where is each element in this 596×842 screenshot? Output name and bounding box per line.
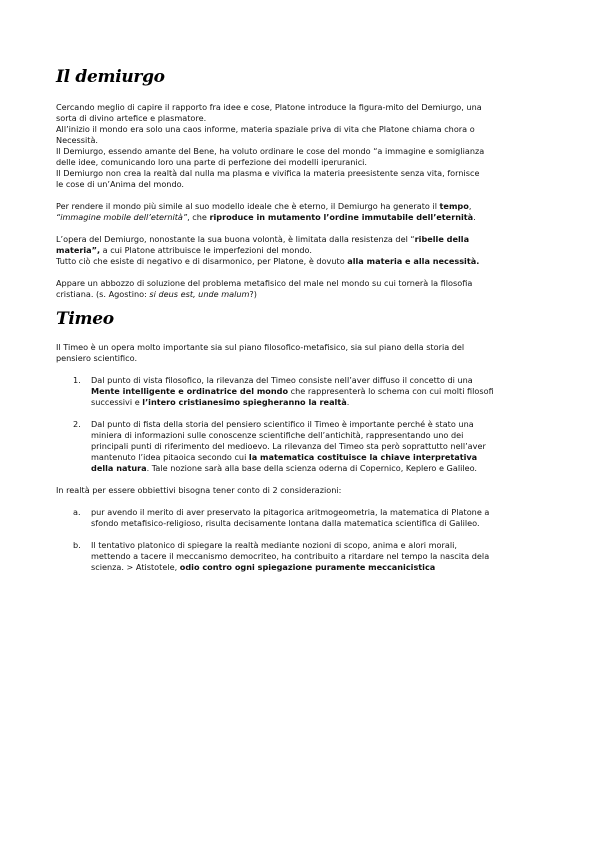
text-run: mantenuto l’idea pitaoica secondo cui — [91, 452, 249, 462]
text-line: Dal punto di vista filosofico, la rilevanza del Timeo consiste nell’aver diffuso il concetto di una — [91, 375, 473, 385]
bold-text: materia”, — [56, 245, 101, 255]
bold-text: odio contro ogni spiegazione puramente meccanicistica — [179, 562, 436, 572]
numbered-list — [56, 375, 542, 474]
text-run: Per rendere il mondo più simile al suo modello ideale che è eterno, il Demiurgo ha generato il — [56, 201, 440, 211]
text-run: scienza. > Atistotele, — [91, 562, 180, 572]
bold-text: alla materia e alla necessità. — [347, 256, 480, 266]
section-title-timeo: Timeo — [56, 309, 114, 329]
document-page — [56, 66, 542, 573]
bold-text: ribelle della — [414, 234, 470, 244]
text-line: pensiero scientifico. — [56, 353, 138, 363]
text-line: principali punti di riferimento del medioevo. La rilevanza del Timeo sta però soprattutto nell’aver — [91, 441, 486, 451]
bold-text: l’intero cristianesimo spiegheranno la realtà — [142, 397, 347, 407]
text-line: delle idee, comunicando loro una parte di perfezione dei modelli iperuranici. — [56, 157, 368, 167]
bold-text: della natura — [91, 463, 147, 473]
italic-quote: si deus est, unde malum — [149, 289, 250, 299]
text-line: Cercando meglio di capire il rapporto fra idee e cose, Platone introduce la figura-mito del Demiurgo, una — [56, 102, 482, 112]
text-run: , che — [187, 212, 210, 222]
text-line: le cose di un’Anima del mondo. — [56, 179, 185, 189]
text-run: Tutto ciò che esiste di negativo e di disarmonico, per Platone, è dovuto — [56, 256, 348, 266]
text-line: Il tentativo platonico di spiegare la realtà mediante nozioni di scopo, anima e alori morali, — [91, 540, 457, 550]
paragraph-male — [56, 278, 542, 300]
paragraph-tempo — [56, 201, 542, 223]
text-line: mettendo a tacere il meccanismo democriteo, ha contribuito a ritardare nel tempo la nascita dela — [91, 551, 490, 561]
text-line: Appare un abbozzo di soluzione del problema metafisico del male nel mondo su cui tornerà la filosofia — [56, 278, 473, 288]
italic-quote: “immagine mobile dell’eternità” — [56, 212, 188, 222]
list-letter: b. — [73, 540, 81, 550]
list-item — [56, 375, 542, 408]
bold-text: la matematica costituisce la chiave interpretativa — [248, 452, 478, 462]
list-letter: a. — [73, 507, 81, 517]
bold-text: Mente intelligente e ordinatrice del mondo — [91, 386, 289, 396]
text-line: Dal punto di fista della storia del pensiero scientifico il Timeo è importante perché è stato una — [91, 419, 474, 429]
text-run: cristiana. (s. Agostino: — [56, 289, 150, 299]
paragraph-demiurgo-intro — [56, 102, 542, 190]
list-item — [56, 540, 542, 573]
lettered-list — [56, 507, 542, 573]
paragraph-timeo-intro — [56, 342, 542, 364]
text-line: All’inizio il mondo era solo una caos informe, materia spaziale priva di vita che Platone chiama chora o — [56, 124, 475, 134]
text-run: . Tale nozione sarà alla base della scienza oderna di Copernico, Keplero e Galileo. — [146, 463, 478, 473]
text-line: miniera di informazioni sulle conoscenze scientifiche dell’antichità, rappresentando uno dei — [91, 430, 464, 440]
bold-text: riproduce in mutamento l’ordine immutabile dell’eternità — [209, 212, 474, 222]
text-line: Il Timeo è un opera molto importante sia sul piano filosofico-metafisico, sia sul piano della storia del — [56, 342, 465, 352]
paragraph-considerazioni: In realtà per essere obbiettivi bisogna tener conto di 2 considerazioni: — [56, 485, 342, 495]
list-item — [56, 507, 542, 529]
text-run: , — [468, 201, 472, 211]
text-run: a cui Platone attribuisce le imperfezioni del mondo. — [100, 245, 312, 255]
text-line: Necessità. — [56, 135, 99, 145]
text-line: Il Demiurgo non crea la realtà dal nulla ma plasma e vivifica la materia preesistente senza vita, fornisce — [56, 168, 480, 178]
bold-text: tempo — [439, 201, 469, 211]
text-line: sorta di divino artefice e plasmatore. — [56, 113, 207, 123]
list-number: 1. — [73, 375, 81, 385]
text-run: che rappresenterà lo schema con cui molti filosofi — [288, 386, 494, 396]
list-number: 2. — [73, 419, 81, 429]
text-line: sfondo metafisico-religioso, risulta decisamente lontana dalla matematica scientifica di Galileo. — [91, 518, 480, 528]
text-run: successivi e — [91, 397, 143, 407]
text-run: L’opera del Demiurgo, nonostante la sua buona volontà, è limitata dalla resistenza del “ — [56, 234, 415, 244]
text-line: Il Demiurgo, essendo amante del Bene, ha voluto ordinare le cose del mondo “a immagine e somiglianza — [56, 146, 485, 156]
section-title-demiurgo: Il demiurgo — [56, 67, 165, 87]
text-run: . — [346, 397, 350, 407]
list-item — [56, 419, 542, 474]
paragraph-materia — [56, 234, 542, 267]
text-run: . — [473, 212, 476, 222]
text-run: ?) — [249, 289, 257, 299]
text-line: pur avendo il merito di aver preservato la pitagorica aritmogeometria, la matematica di Platone a — [91, 507, 490, 517]
